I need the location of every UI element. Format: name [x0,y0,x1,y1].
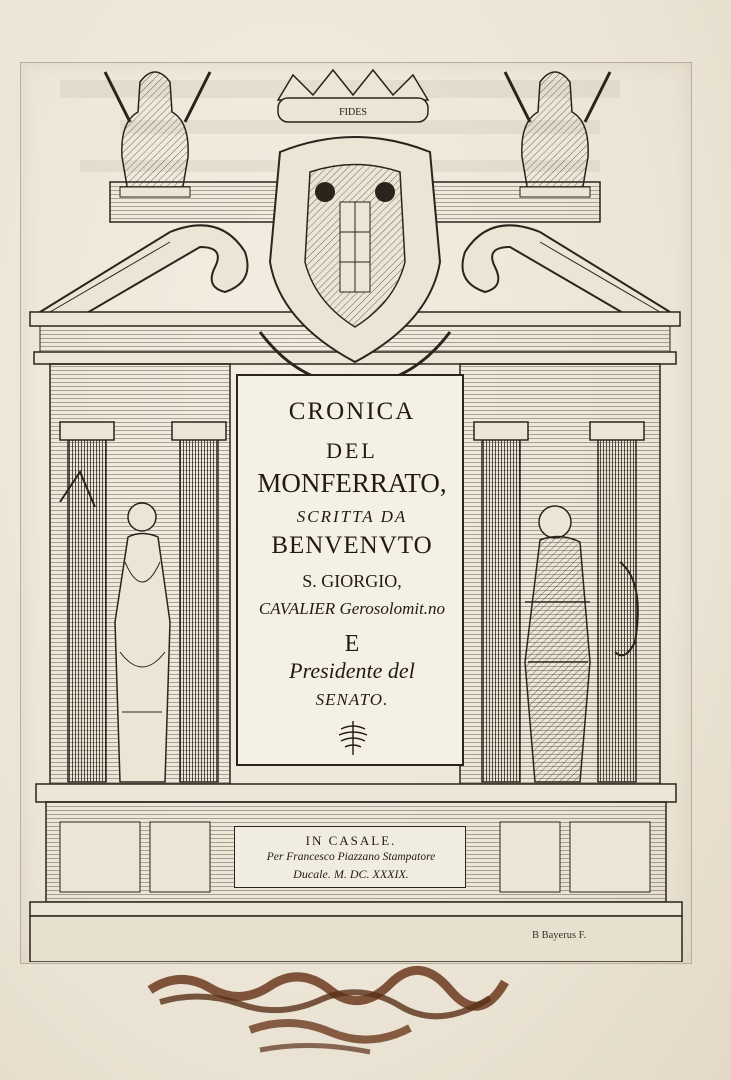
imprint-panel [234,826,466,888]
title-line: CRONICA [288,398,416,425]
engraver-signature: B Bayerus F. [532,930,587,941]
imprint-printer: Per Francesco Piazzano Stampatore [266,851,436,863]
author-title: SENATO. [315,690,389,709]
author-name: BENVENVTO [271,532,433,559]
flourish-ornament [333,721,373,757]
author-name: S. GIORGIO, [302,571,402,591]
imprint-place: IN CASALE. [305,833,397,848]
imprint-date: Ducale. M. DC. XXXIX. [293,867,409,881]
title-line: MONFERRATO, [257,468,447,498]
manuscript-ink-scribble [140,960,520,1070]
title-line: SCRITTA DA [296,507,408,526]
crown-motto: FIDES [339,107,367,118]
crown [278,70,428,122]
author-title: Presidente del [289,658,415,683]
title-line: E [344,631,360,657]
author-title: CAVALIER Gerosolomit.no [258,599,446,618]
title-line: DEL [326,438,378,463]
title-panel [236,374,464,766]
top-left-trophy-figure [105,72,210,197]
top-right-trophy-figure [505,72,610,197]
